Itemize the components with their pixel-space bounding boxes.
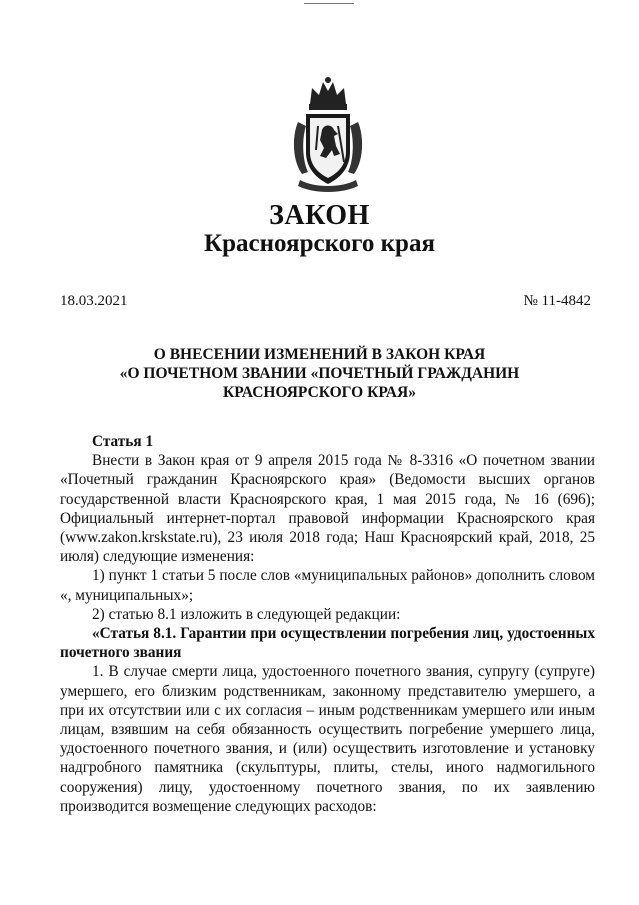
top-divider <box>304 3 354 4</box>
heading-line: О ВНЕСЕНИИ ИЗМЕНЕНИЙ В ЗАКОН КРАЯ <box>153 346 486 363</box>
paragraph: 2) статью 8.1 изложить в следующей редакции: <box>92 605 401 623</box>
heading-line: «О ПОЧЕТНОМ ЗВАНИИ «ПОЧЕТНЫЙ ГРАЖДАНИН <box>119 365 520 382</box>
coat-of-arms-icon <box>288 74 368 194</box>
paragraph: Внести в Закон края от 9 апреля 2015 года № 8-3316 «О почетном звании «Почетный гражданин Красноярского края» (Ведомости высших органов государственной власти Красноярского края, 1 мая 2015 года, № 16 (696); Официальный интернет-портал правовой информации Красноярского края (www.zakon.krskstate.ru), 23 июля 2018 года; Наш Красноярский край, 2018, 25 июля) следующие изменения: <box>60 452 595 566</box>
paragraph: 1. В случае смерти лица, удостоенного почетного звания, супругу (супруге) умершего, его близким родственникам, законному представителю умершего, а при их отсутствии или с их согласия – иным родственникам умершего или иным лицам, взявшим на себя обязанность осуществить погребение умершего лица, удостоенного почетного звания, и (или) осуществить изготовление и установку надгробного памятника (скульптуры, плиты, стелы, иного надмогильного сооружения) лицу, удостоенному почетного звания, по их заявлению производится возмещение следующих расходов: <box>60 663 595 815</box>
document-title: ЗАКОН <box>269 200 370 231</box>
heading-line: КРАСНОЯРСКОГО КРАЯ» <box>223 384 416 401</box>
article-title: Статья 1 <box>92 433 154 450</box>
document-subtitle: Красноярского края <box>204 230 435 257</box>
document-heading <box>70 345 569 402</box>
paragraph: 1) пункт 1 статьи 5 после слов «муниципальных районов» дополнить словом «, муниципальных»; <box>60 567 595 604</box>
document-body <box>60 432 595 816</box>
article-subtitle: «Статья 8.1. Гарантии при осуществлении погребения лиц, удостоенных почетного звания <box>60 625 595 662</box>
document-date: 18.03.2021 <box>60 293 128 309</box>
document-number: № 11-4842 <box>523 293 591 309</box>
